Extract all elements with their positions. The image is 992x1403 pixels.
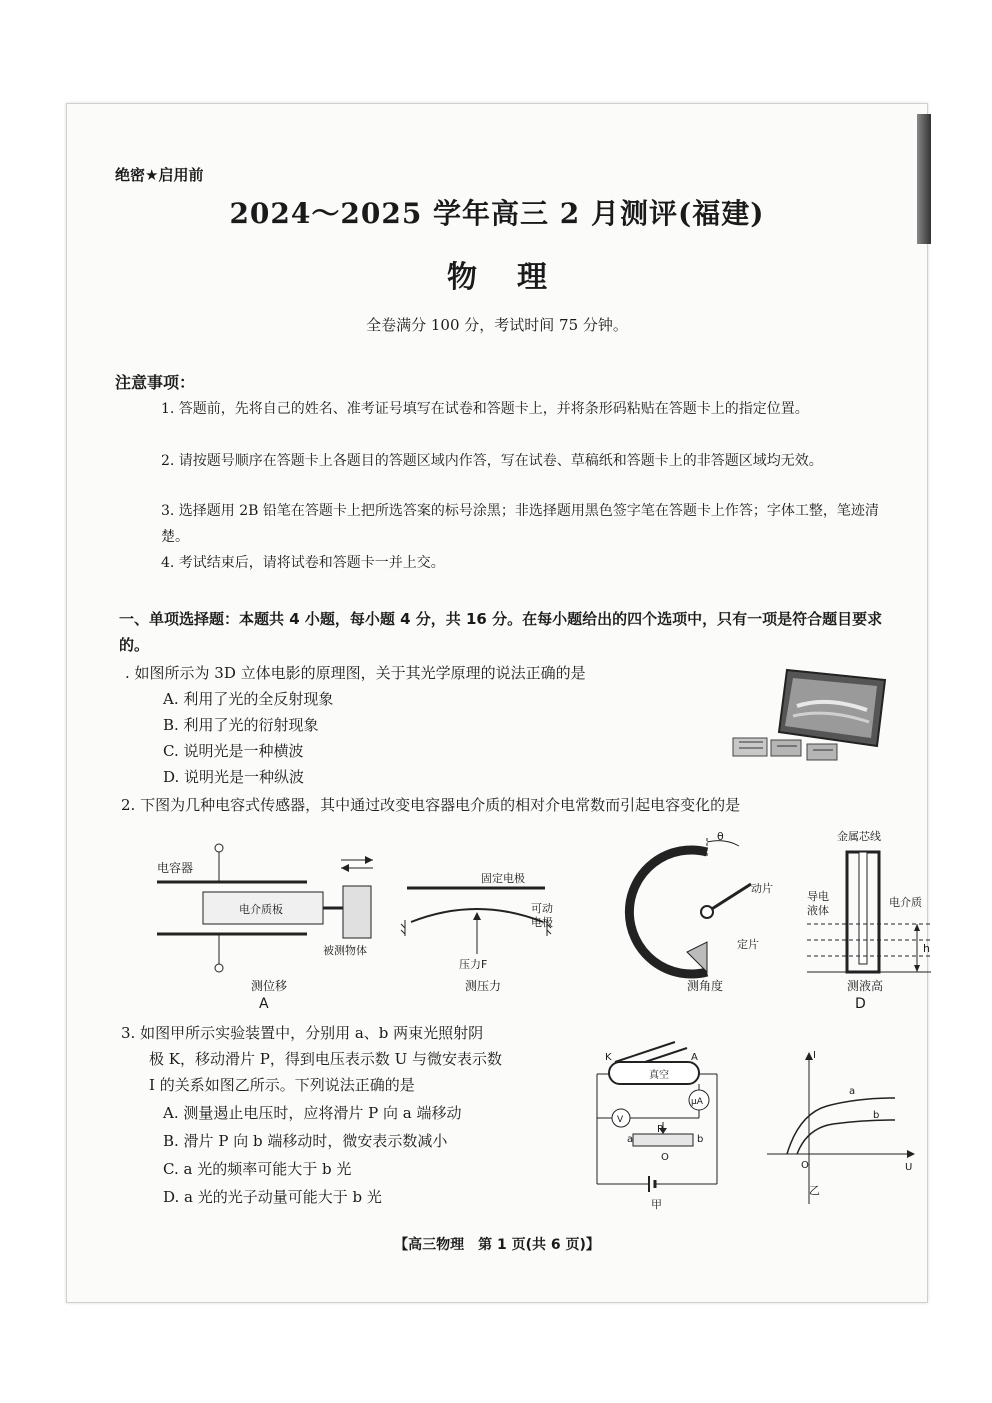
figure-c-angle-sensor [629, 830, 773, 993]
exam-title: 2024～2025 学年高三 2 月测评(福建) [229, 197, 765, 230]
notice-item: 4. 考试结束后，请将试卷和答题卡一并上交。 [161, 555, 445, 571]
notice-item: 3. 选择题用 2B 铅笔在答题卡上把所选答案的标号涂黑；非选择题用黑色签字笔在答题卡上作答；字体工整，笔迹清楚。 [161, 503, 879, 545]
q3-experiment-figures [587, 1034, 917, 1214]
question-1-stem: . 如图所示为 3D 立体电影的原理图，关于其光学原理的说法正确的是 [125, 664, 586, 682]
fig-d-liquid-label-1: 导电 [807, 890, 829, 903]
fig-jia-voltmeter-label: V [617, 1115, 624, 1125]
question-3-stem-line-1: 3. 如图甲所示实验装置中，分别用 a、b 两束光照射阴 [121, 1024, 484, 1042]
figure-jia-circuit [597, 1042, 717, 1211]
fig-yi-u-label: U [905, 1162, 913, 1173]
fig-yi-i-label: I [813, 1050, 816, 1061]
fig-jia-b-end-label: b [697, 1134, 704, 1145]
fig-a-letter: A [259, 996, 269, 1012]
subject-title: 物理 [447, 260, 587, 295]
fig-d-dielectric-label: 电介质 [889, 896, 922, 909]
curve-b [797, 1120, 895, 1154]
question-3-stem-line-3: I 的关系如图乙所示。下列说法正确的是 [149, 1076, 415, 1094]
fig-yi-a-label: a [849, 1086, 856, 1097]
q1-option-a: A. 利用了光的全反射现象 [163, 690, 334, 708]
fig-b-movable-label-1: 可动 [531, 902, 553, 915]
q3-option-c: C. a 光的频率可能大于 b 光 [163, 1160, 352, 1178]
q3-option-b: B. 滑片 P 向 b 端移动时，微安表示数减小 [163, 1132, 448, 1150]
fig-jia-p-label: P [657, 1124, 664, 1135]
fig-d-liquid-label-2: 液体 [807, 904, 829, 917]
notice-item: 1. 答题前，先将自己的姓名、准考证号填写在试卷和答题卡上，并将条形码粘贴在答题卡上的指定位置。 [161, 401, 809, 417]
figure-d-liquid-level-sensor [807, 829, 931, 1012]
fig-b-fixed-electrode-label: 固定电极 [481, 872, 525, 885]
fig-a-object-label: 被测物体 [323, 944, 367, 957]
fig-c-fixed-plate-label: 定片 [737, 938, 759, 951]
q3-option-d: D. a 光的光子动量可能大于 b 光 [163, 1188, 382, 1206]
question-3-stem-line-2: 极 K，移动滑片 P，得到电压表示数 U 与微安表示数 [149, 1050, 503, 1068]
fig-b-movable-label-2: 电极 [531, 916, 553, 929]
section-heading: 一、单项选择题：本题共 4 小题，每小题 4 分，共 16 分。在每小题给出的四个选项中，只有一项是符合题目要求的。 [119, 610, 883, 654]
q1-3d-cinema-figure [727, 666, 897, 776]
fig-d-caption: 测液高 [847, 979, 884, 993]
notice-item: 2. 请按题号顺序在答题卡上各题目的答题区域内作答，写在试卷、草稿纸和答题卡上的非答题区域均无效。 [161, 453, 823, 469]
fig-d-h-label: h [923, 942, 930, 955]
q1-option-d: D. 说明光是一种纵波 [163, 768, 305, 786]
figure-yi-graph [767, 1050, 915, 1204]
fig-a-capacitor-label: 电容器 [157, 861, 194, 875]
fig-c-theta-label: θ [717, 830, 724, 843]
q2-sensor-figures [147, 824, 930, 1014]
page-footer: 【高三物理 第 1 页(共 6 页)】 [394, 1237, 600, 1253]
fig-c-moving-plate-label: 动片 [751, 882, 773, 895]
q3-option-a: A. 测量遏止电压时，应将滑片 P 向 a 端移动 [163, 1104, 462, 1122]
fig-jia-microammeter-label: μA [691, 1097, 703, 1107]
fig-jia-k-label: K [605, 1052, 612, 1063]
fig-a-caption: 测位移 [251, 979, 288, 993]
fig-jia-o-label: O [661, 1152, 669, 1163]
figure-b-pressure-sensor [401, 871, 553, 993]
q1-option-b: B. 利用了光的衍射现象 [163, 716, 319, 734]
fig-b-force-label: 压力F [459, 958, 488, 971]
fig-yi-b-label: b [873, 1110, 880, 1121]
q1-option-c: C. 说明光是一种横波 [163, 742, 304, 760]
fig-jia-a-end-label: a [627, 1134, 634, 1145]
fig-b-caption: 测压力 [465, 979, 502, 993]
fig-yi-o-label: O [801, 1160, 809, 1171]
notice-heading: 注意事项： [115, 373, 196, 392]
fig-yi-caption: 乙 [809, 1184, 820, 1197]
figure-a-displacement-sensor [157, 844, 373, 1012]
fig-a-dielectric-label: 电介质板 [239, 903, 283, 916]
fig-c-caption: 测角度 [687, 979, 724, 993]
fig-jia-a-label: A [691, 1052, 698, 1063]
fig-d-letter: D [855, 996, 866, 1012]
confidential-mark: 绝密★启用前 [115, 166, 204, 184]
exam-page [66, 103, 928, 1303]
fig-jia-caption: 甲 [651, 1198, 662, 1211]
question-2-stem: 2. 下图为几种电容式传感器，其中通过改变电容器电介质的相对介电常数而引起电容变化的是 [121, 796, 741, 814]
fig-jia-tube-label: 真空 [649, 1070, 669, 1081]
curve-a [787, 1098, 895, 1154]
fig-d-core-label: 金属芯线 [837, 830, 881, 843]
exam-info: 全卷满分 100 分，考试时间 75 分钟。 [366, 316, 628, 334]
